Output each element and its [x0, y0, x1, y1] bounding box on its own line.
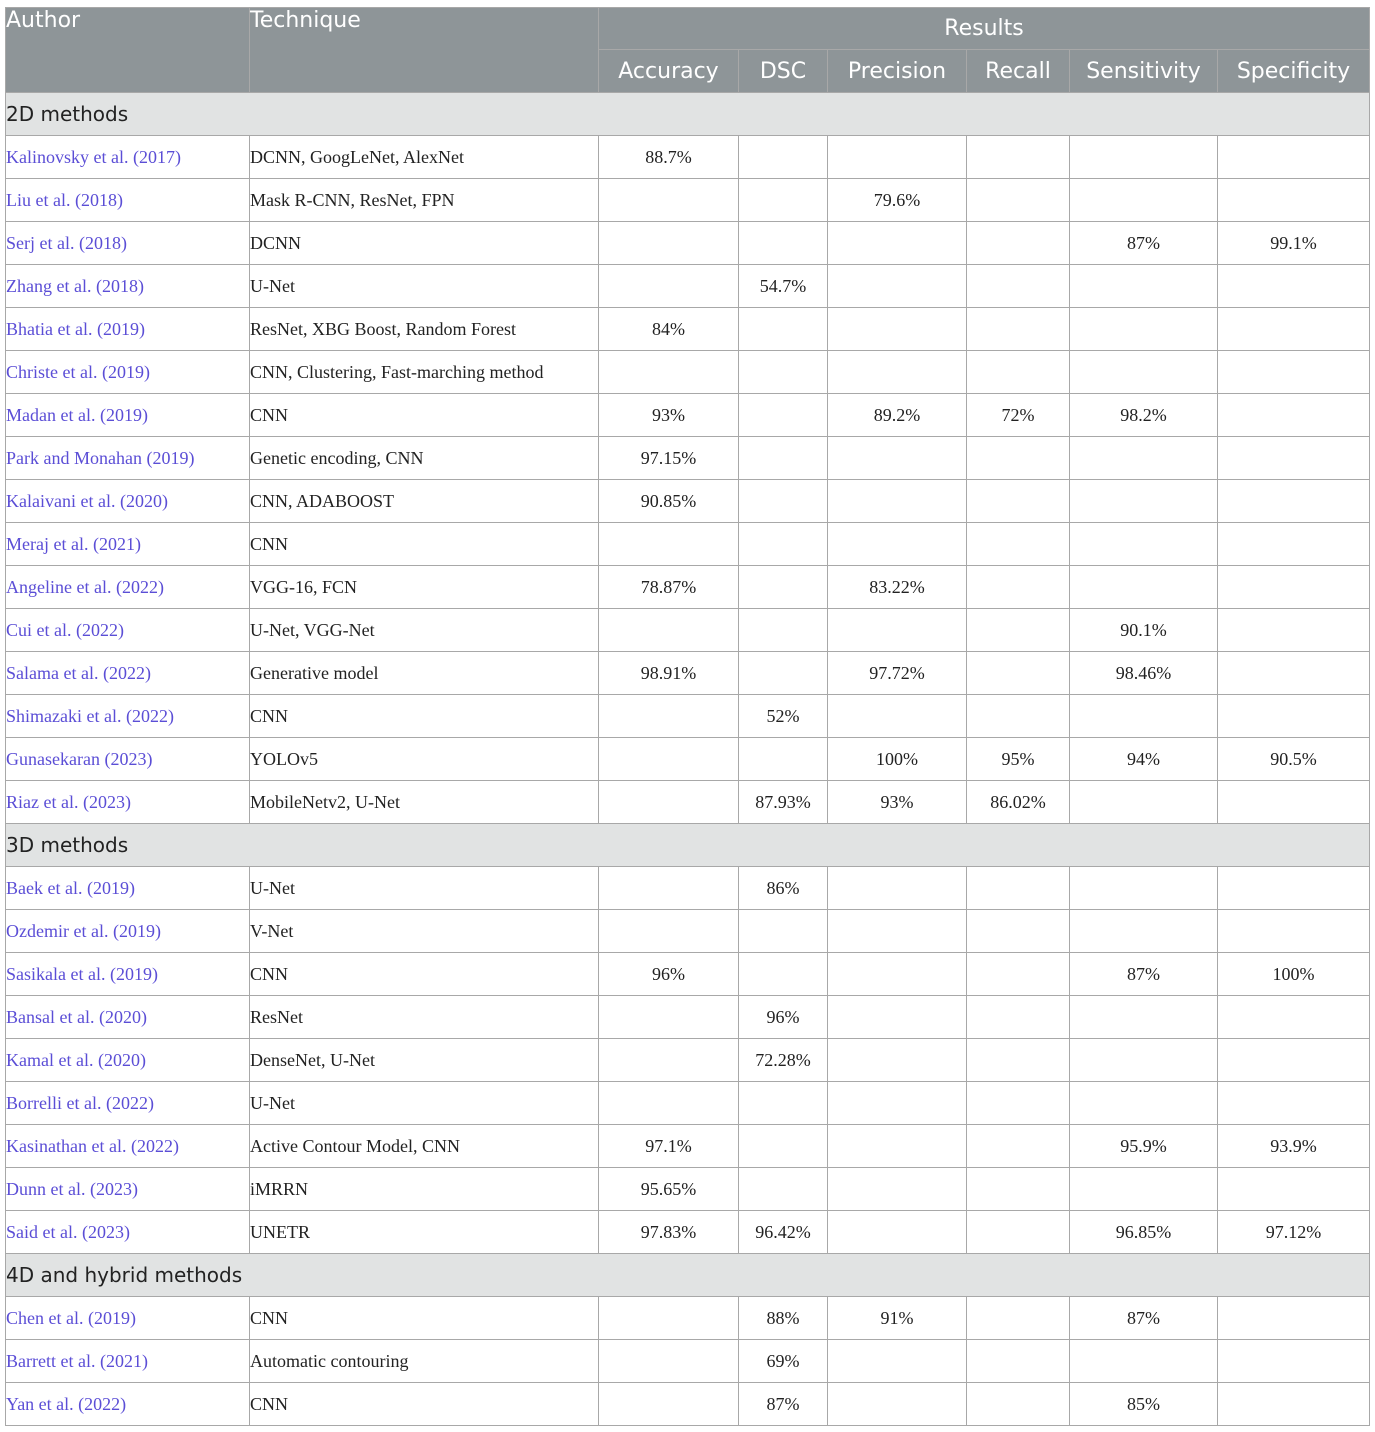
technique-cell: CNN — [250, 953, 599, 996]
recall-cell — [967, 222, 1070, 265]
specificity-cell — [1218, 394, 1370, 437]
recall-cell — [967, 1383, 1070, 1426]
accuracy-cell — [599, 695, 739, 738]
specificity-cell: 90.5% — [1218, 738, 1370, 781]
specificity-cell — [1218, 1082, 1370, 1125]
sensitivity-cell — [1070, 1039, 1218, 1082]
specificity-cell — [1218, 265, 1370, 308]
technique-cell: Genetic encoding, CNN — [250, 437, 599, 480]
table-row — [6, 652, 1370, 695]
dsc-cell: 69% — [739, 1340, 828, 1383]
specificity-cell — [1218, 996, 1370, 1039]
specificity-cell — [1218, 695, 1370, 738]
precision-cell — [828, 910, 967, 953]
recall-cell — [967, 480, 1070, 523]
sensitivity-cell: 98.46% — [1070, 652, 1218, 695]
header-row-top — [6, 8, 1370, 50]
sensitivity-cell — [1070, 437, 1218, 480]
author-link[interactable]: Cui et al. (2022) — [6, 609, 250, 652]
recall-cell — [967, 351, 1070, 394]
sensitivity-cell — [1070, 480, 1218, 523]
precision-cell — [828, 480, 967, 523]
column-header-recall: Recall — [967, 50, 1070, 93]
accuracy-cell: 95.65% — [599, 1168, 739, 1211]
accuracy-cell — [599, 609, 739, 652]
author-link[interactable]: Sasikala et al. (2019) — [6, 953, 250, 996]
author-link[interactable]: Baek et al. (2019) — [6, 867, 250, 910]
dsc-cell — [739, 394, 828, 437]
recall-cell — [967, 1125, 1070, 1168]
group-header-row — [6, 93, 1370, 136]
author-link[interactable]: Chen et al. (2019) — [6, 1297, 250, 1340]
table-row — [6, 996, 1370, 1039]
technique-cell: iMRRN — [250, 1168, 599, 1211]
recall-cell: 86.02% — [967, 781, 1070, 824]
sensitivity-cell — [1070, 1168, 1218, 1211]
dsc-cell — [739, 566, 828, 609]
specificity-cell — [1218, 1039, 1370, 1082]
table-row — [6, 1168, 1370, 1211]
table-row — [6, 695, 1370, 738]
table-row — [6, 1297, 1370, 1340]
specificity-cell — [1218, 910, 1370, 953]
table-row — [6, 394, 1370, 437]
specificity-cell — [1218, 437, 1370, 480]
specificity-cell — [1218, 781, 1370, 824]
author-link[interactable]: Bhatia et al. (2019) — [6, 308, 250, 351]
author-link[interactable]: Liu et al. (2018) — [6, 179, 250, 222]
sensitivity-cell — [1070, 523, 1218, 566]
dsc-cell: 86% — [739, 867, 828, 910]
accuracy-cell — [599, 1082, 739, 1125]
recall-cell — [967, 136, 1070, 179]
dsc-cell: 88% — [739, 1297, 828, 1340]
sensitivity-cell — [1070, 867, 1218, 910]
dsc-cell — [739, 1082, 828, 1125]
author-link[interactable]: Riaz et al. (2023) — [6, 781, 250, 824]
accuracy-cell: 97.83% — [599, 1211, 739, 1254]
group-header-row — [6, 1254, 1370, 1297]
specificity-cell: 93.9% — [1218, 1125, 1370, 1168]
technique-cell: CNN — [250, 394, 599, 437]
recall-cell — [967, 1082, 1070, 1125]
recall-cell: 72% — [967, 394, 1070, 437]
recall-cell — [967, 695, 1070, 738]
specificity-cell — [1218, 480, 1370, 523]
table-row — [6, 1125, 1370, 1168]
table-row — [6, 222, 1370, 265]
recall-cell — [967, 609, 1070, 652]
author-link[interactable]: Bansal et al. (2020) — [6, 996, 250, 1039]
technique-cell: U-Net — [250, 265, 599, 308]
sensitivity-cell: 90.1% — [1070, 609, 1218, 652]
technique-cell: CNN, Clustering, Fast-marching method — [250, 351, 599, 394]
dsc-cell — [739, 351, 828, 394]
precision-cell — [828, 1168, 967, 1211]
specificity-cell — [1218, 523, 1370, 566]
dsc-cell — [739, 437, 828, 480]
dsc-cell — [739, 523, 828, 566]
sensitivity-cell — [1070, 265, 1218, 308]
recall-cell — [967, 867, 1070, 910]
author-link[interactable]: Said et al. (2023) — [6, 1211, 250, 1254]
accuracy-cell — [599, 351, 739, 394]
dsc-cell — [739, 1168, 828, 1211]
accuracy-cell: 98.91% — [599, 652, 739, 695]
sensitivity-cell — [1070, 1340, 1218, 1383]
table-row — [6, 351, 1370, 394]
technique-cell: CNN — [250, 523, 599, 566]
precision-cell — [828, 437, 967, 480]
table-row — [6, 1039, 1370, 1082]
author-link[interactable]: Gunasekaran (2023) — [6, 738, 250, 781]
table-row — [6, 523, 1370, 566]
dsc-cell — [739, 609, 828, 652]
specificity-cell: 99.1% — [1218, 222, 1370, 265]
specificity-cell — [1218, 136, 1370, 179]
technique-cell: V-Net — [250, 910, 599, 953]
precision-cell — [828, 953, 967, 996]
dsc-cell: 96.42% — [739, 1211, 828, 1254]
group-label: 3D methods — [6, 824, 1370, 867]
table-row — [6, 136, 1370, 179]
technique-cell: CNN, ADABOOST — [250, 480, 599, 523]
technique-cell: Generative model — [250, 652, 599, 695]
precision-cell: 79.6% — [828, 179, 967, 222]
specificity-cell — [1218, 308, 1370, 351]
accuracy-cell — [599, 179, 739, 222]
sensitivity-cell — [1070, 308, 1218, 351]
specificity-cell — [1218, 609, 1370, 652]
precision-cell — [828, 1211, 967, 1254]
specificity-cell — [1218, 1297, 1370, 1340]
precision-cell — [828, 222, 967, 265]
dsc-cell: 87.93% — [739, 781, 828, 824]
technique-cell: U-Net — [250, 1082, 599, 1125]
author-link[interactable]: Borrelli et al. (2022) — [6, 1082, 250, 1125]
technique-cell: UNETR — [250, 1211, 599, 1254]
technique-cell: Active Contour Model, CNN — [250, 1125, 599, 1168]
dsc-cell — [739, 1125, 828, 1168]
table-row — [6, 566, 1370, 609]
recall-cell — [967, 437, 1070, 480]
table-row — [6, 609, 1370, 652]
sensitivity-cell: 87% — [1070, 222, 1218, 265]
author-link[interactable]: Meraj et al. (2021) — [6, 523, 250, 566]
specificity-cell — [1218, 179, 1370, 222]
technique-cell: U-Net, VGG-Net — [250, 609, 599, 652]
sensitivity-cell: 96.85% — [1070, 1211, 1218, 1254]
table-row — [6, 265, 1370, 308]
column-header-accuracy: Accuracy — [599, 50, 739, 93]
accuracy-cell — [599, 867, 739, 910]
column-header-sensitivity: Sensitivity — [1070, 50, 1218, 93]
accuracy-cell: 97.1% — [599, 1125, 739, 1168]
technique-cell: DCNN, GoogLeNet, AlexNet — [250, 136, 599, 179]
precision-cell: 83.22% — [828, 566, 967, 609]
specificity-cell — [1218, 566, 1370, 609]
dsc-cell — [739, 652, 828, 695]
dsc-cell: 72.28% — [739, 1039, 828, 1082]
table-row — [6, 1383, 1370, 1426]
author-link[interactable]: Madan et al. (2019) — [6, 394, 250, 437]
technique-cell: Automatic contouring — [250, 1340, 599, 1383]
accuracy-cell — [599, 222, 739, 265]
specificity-cell — [1218, 1340, 1370, 1383]
author-link[interactable]: Shimazaki et al. (2022) — [6, 695, 250, 738]
author-link[interactable]: Christe et al. (2019) — [6, 351, 250, 394]
column-header-author: Author — [6, 8, 250, 93]
recall-cell — [967, 996, 1070, 1039]
author-link[interactable]: Barrett et al. (2021) — [6, 1340, 250, 1383]
accuracy-cell: 96% — [599, 953, 739, 996]
author-link[interactable]: Kasinathan et al. (2022) — [6, 1125, 250, 1168]
table-row — [6, 1340, 1370, 1383]
table-row — [6, 308, 1370, 351]
precision-cell: 100% — [828, 738, 967, 781]
column-header-specificity: Specificity — [1218, 50, 1370, 93]
author-link[interactable]: Angeline et al. (2022) — [6, 566, 250, 609]
sensitivity-cell — [1070, 695, 1218, 738]
recall-cell — [967, 1211, 1070, 1254]
accuracy-cell — [599, 1039, 739, 1082]
technique-cell: U-Net — [250, 867, 599, 910]
recall-cell — [967, 1297, 1070, 1340]
group-header-row — [6, 824, 1370, 867]
dsc-cell — [739, 738, 828, 781]
author-link[interactable]: Kalinovsky et al. (2017) — [6, 136, 250, 179]
column-header-dsc: DSC — [739, 50, 828, 93]
specificity-cell — [1218, 351, 1370, 394]
accuracy-cell: 88.7% — [599, 136, 739, 179]
recall-cell — [967, 953, 1070, 996]
precision-cell — [828, 609, 967, 652]
accuracy-cell — [599, 1383, 739, 1426]
column-header-precision: Precision — [828, 50, 967, 93]
precision-cell — [828, 351, 967, 394]
dsc-cell — [739, 136, 828, 179]
table-row — [6, 480, 1370, 523]
accuracy-cell — [599, 1340, 739, 1383]
precision-cell: 89.2% — [828, 394, 967, 437]
technique-cell: YOLOv5 — [250, 738, 599, 781]
dsc-cell: 52% — [739, 695, 828, 738]
sensitivity-cell: 95.9% — [1070, 1125, 1218, 1168]
dsc-cell — [739, 480, 828, 523]
dsc-cell — [739, 179, 828, 222]
author-link[interactable]: Kalaivani et al. (2020) — [6, 480, 250, 523]
sensitivity-cell — [1070, 910, 1218, 953]
dsc-cell — [739, 222, 828, 265]
recall-cell — [967, 308, 1070, 351]
table-row — [6, 1082, 1370, 1125]
recall-cell — [967, 1039, 1070, 1082]
technique-cell: Mask R-CNN, ResNet, FPN — [250, 179, 599, 222]
table-row — [6, 1211, 1370, 1254]
recall-cell — [967, 179, 1070, 222]
precision-cell — [828, 1125, 967, 1168]
table-row — [6, 179, 1370, 222]
accuracy-cell: 93% — [599, 394, 739, 437]
precision-cell — [828, 1039, 967, 1082]
recall-cell — [967, 1168, 1070, 1211]
precision-cell — [828, 1082, 967, 1125]
technique-cell: ResNet, XBG Boost, Random Forest — [250, 308, 599, 351]
technique-cell: DCNN — [250, 222, 599, 265]
precision-cell: 97.72% — [828, 652, 967, 695]
accuracy-cell — [599, 1297, 739, 1340]
accuracy-cell — [599, 265, 739, 308]
author-link[interactable]: Park and Monahan (2019) — [6, 437, 250, 480]
precision-cell — [828, 867, 967, 910]
dsc-cell: 87% — [739, 1383, 828, 1426]
dsc-cell — [739, 953, 828, 996]
precision-cell: 91% — [828, 1297, 967, 1340]
specificity-cell — [1218, 1168, 1370, 1211]
specificity-cell — [1218, 652, 1370, 695]
results-table — [5, 7, 1370, 1426]
recall-cell — [967, 523, 1070, 566]
sensitivity-cell — [1070, 351, 1218, 394]
technique-cell: ResNet — [250, 996, 599, 1039]
precision-cell — [828, 1383, 967, 1426]
accuracy-cell — [599, 910, 739, 953]
technique-cell: MobileNetv2, U-Net — [250, 781, 599, 824]
sensitivity-cell: 85% — [1070, 1383, 1218, 1426]
precision-cell — [828, 136, 967, 179]
table-row — [6, 910, 1370, 953]
author-link[interactable]: Yan et al. (2022) — [6, 1383, 250, 1426]
table-row — [6, 437, 1370, 480]
recall-cell — [967, 1340, 1070, 1383]
sensitivity-cell: 98.2% — [1070, 394, 1218, 437]
accuracy-cell — [599, 523, 739, 566]
precision-cell — [828, 1340, 967, 1383]
technique-cell: CNN — [250, 1383, 599, 1426]
table-row — [6, 781, 1370, 824]
precision-cell: 93% — [828, 781, 967, 824]
technique-cell: CNN — [250, 695, 599, 738]
accuracy-cell — [599, 781, 739, 824]
sensitivity-cell — [1070, 136, 1218, 179]
precision-cell — [828, 523, 967, 566]
technique-cell: CNN — [250, 1297, 599, 1340]
author-link[interactable]: Salama et al. (2022) — [6, 652, 250, 695]
sensitivity-cell: 87% — [1070, 1297, 1218, 1340]
accuracy-cell: 78.87% — [599, 566, 739, 609]
recall-cell — [967, 652, 1070, 695]
table-row — [6, 867, 1370, 910]
precision-cell — [828, 996, 967, 1039]
author-link[interactable]: Dunn et al. (2023) — [6, 1168, 250, 1211]
table-row — [6, 738, 1370, 781]
technique-cell: DenseNet, U-Net — [250, 1039, 599, 1082]
sensitivity-cell: 87% — [1070, 953, 1218, 996]
column-header-technique: Technique — [250, 8, 599, 93]
accuracy-cell: 90.85% — [599, 480, 739, 523]
author-link[interactable]: Zhang et al. (2018) — [6, 265, 250, 308]
dsc-cell — [739, 308, 828, 351]
recall-cell — [967, 265, 1070, 308]
accuracy-cell — [599, 738, 739, 781]
author-link[interactable]: Ozdemir et al. (2019) — [6, 910, 250, 953]
dsc-cell — [739, 910, 828, 953]
specificity-cell — [1218, 867, 1370, 910]
group-label: 4D and hybrid methods — [6, 1254, 1370, 1297]
accuracy-cell — [599, 996, 739, 1039]
sensitivity-cell — [1070, 1082, 1218, 1125]
table-body — [6, 93, 1370, 1426]
specificity-cell: 97.12% — [1218, 1211, 1370, 1254]
recall-cell — [967, 566, 1070, 609]
sensitivity-cell — [1070, 781, 1218, 824]
dsc-cell: 96% — [739, 996, 828, 1039]
author-link[interactable]: Kamal et al. (2020) — [6, 1039, 250, 1082]
specificity-cell: 100% — [1218, 953, 1370, 996]
column-header-results: Results — [599, 8, 1370, 50]
sensitivity-cell: 94% — [1070, 738, 1218, 781]
sensitivity-cell — [1070, 996, 1218, 1039]
precision-cell — [828, 308, 967, 351]
recall-cell — [967, 910, 1070, 953]
technique-cell: VGG-16, FCN — [250, 566, 599, 609]
specificity-cell — [1218, 1383, 1370, 1426]
accuracy-cell: 97.15% — [599, 437, 739, 480]
table-row — [6, 953, 1370, 996]
dsc-cell: 54.7% — [739, 265, 828, 308]
sensitivity-cell — [1070, 566, 1218, 609]
accuracy-cell: 84% — [599, 308, 739, 351]
author-link[interactable]: Serj et al. (2018) — [6, 222, 250, 265]
group-label: 2D methods — [6, 93, 1370, 136]
sensitivity-cell — [1070, 179, 1218, 222]
precision-cell — [828, 695, 967, 738]
precision-cell — [828, 265, 967, 308]
recall-cell: 95% — [967, 738, 1070, 781]
